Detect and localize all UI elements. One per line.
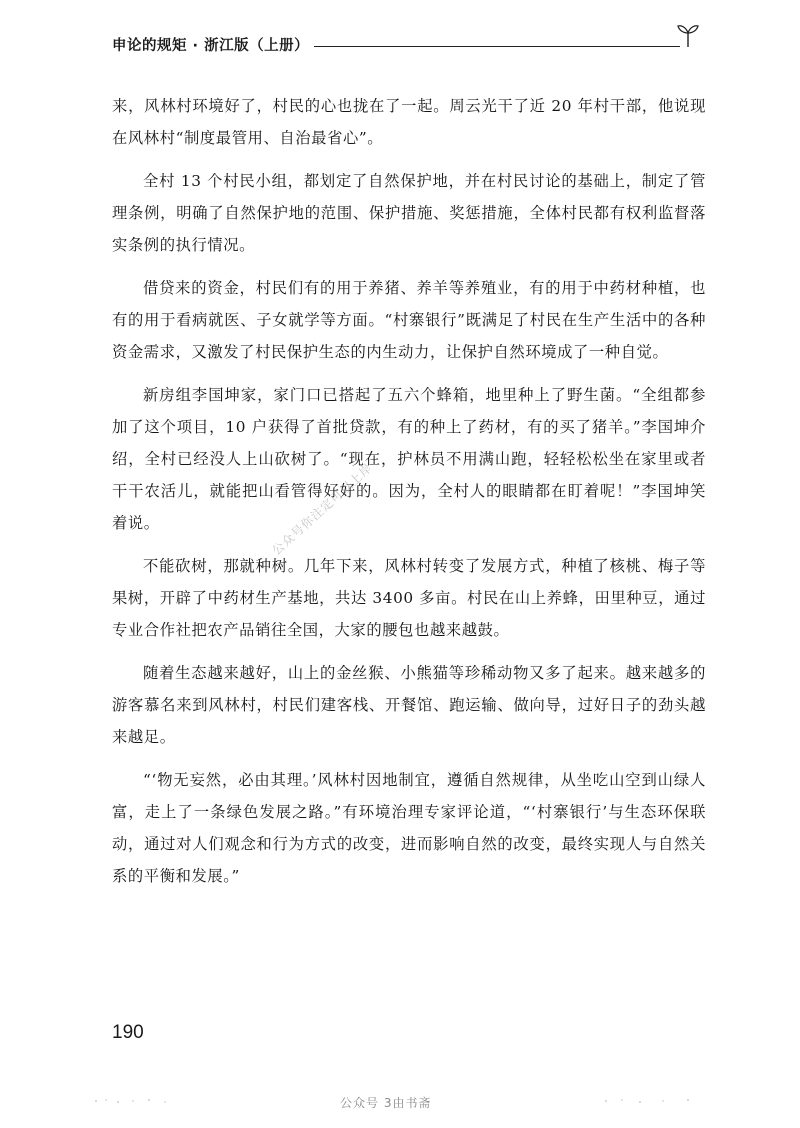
paragraph: 随着生态越来越好，山上的金丝猴、小熊猫等珍稀动物又多了起来。越来越多的游客慕名来到风林村，村民们建客栈、开餐馆、跑运输、做向导，过好日子的劲头越来越足。 — [112, 664, 706, 746]
sprout-icon — [676, 22, 700, 48]
paragraph: 不能砍树，那就种树。几年下来，风林村转变了发展方式，种植了核桃、梅子等果树，开辟了中药材生产基地，共达 3400 多亩。村民在山上养蜂，田里种豆，通过专业合作社把农产品销往全国，大家的腰包也越来越鼓。 — [112, 557, 706, 639]
paragraph: 全村 13 个村民小组，都划定了自然保护地，并在村民讨论的基础上，制定了管理条例，明确了自然保护地的范围、保护措施、奖惩措施，全体村民都有权利监督落实条例的执行情况。 — [112, 172, 706, 254]
footer-mark: 公众号 3由书斋 — [340, 1096, 432, 1110]
paragraph: 新房组李国坤家，家门口已搭起了五六个蜂箱，地里种上了野生菌。“全组都参加了这个项目，10 户获得了首批贷款，有的种上了药材，有的买了猪羊。”李国坤介绍，全村已经没人上山砍树了。“现在，护林员不用满山跑，轻轻松松坐在家里或者干干农活儿，就能把山看管得好好的。因为，全村人的眼睛都在盯着呢！”李国坤笑着说。 — [112, 386, 706, 532]
paragraph: “‘物无妄然，必由其理。’风林村因地制宜，遵循自然规律，从坐吃山空到山绿人富，走上了一条绿色发展之路。”有环境治理专家评论道，“‘村寨银行’与生态环保联动，通过对人们观念和行为方式的改变，进而影响自然的改变，最终实现人与自然关系的平衡和发展。” — [112, 771, 706, 885]
header-rule — [314, 46, 680, 47]
watermark: 公众号你注定可以上岸 — [269, 460, 376, 558]
scan-noise-right — [600, 1098, 710, 1104]
running-header-title: 申论的规矩 · 浙江版（上册） — [112, 38, 310, 54]
scan-noise-left — [92, 1098, 212, 1104]
page-number: 190 — [112, 1022, 144, 1043]
article-body — [112, 90, 706, 903]
paragraph: 来，风林村环境好了，村民的心也拢在了一起。周云光干了近 20 年村干部，他说现在风林村“制度最管用、自治最省心”。 — [112, 97, 706, 147]
paragraph: 借贷来的资金，村民们有的用于养猪、养羊等养殖业，有的用于中药材种植，也有的用于看病就医、子女就学等方面。“村寨银行”既满足了村民在生产生活中的各种资金需求，又激发了村民保护生态的内生动力，让保护自然环境成了一种自觉。 — [112, 279, 706, 361]
